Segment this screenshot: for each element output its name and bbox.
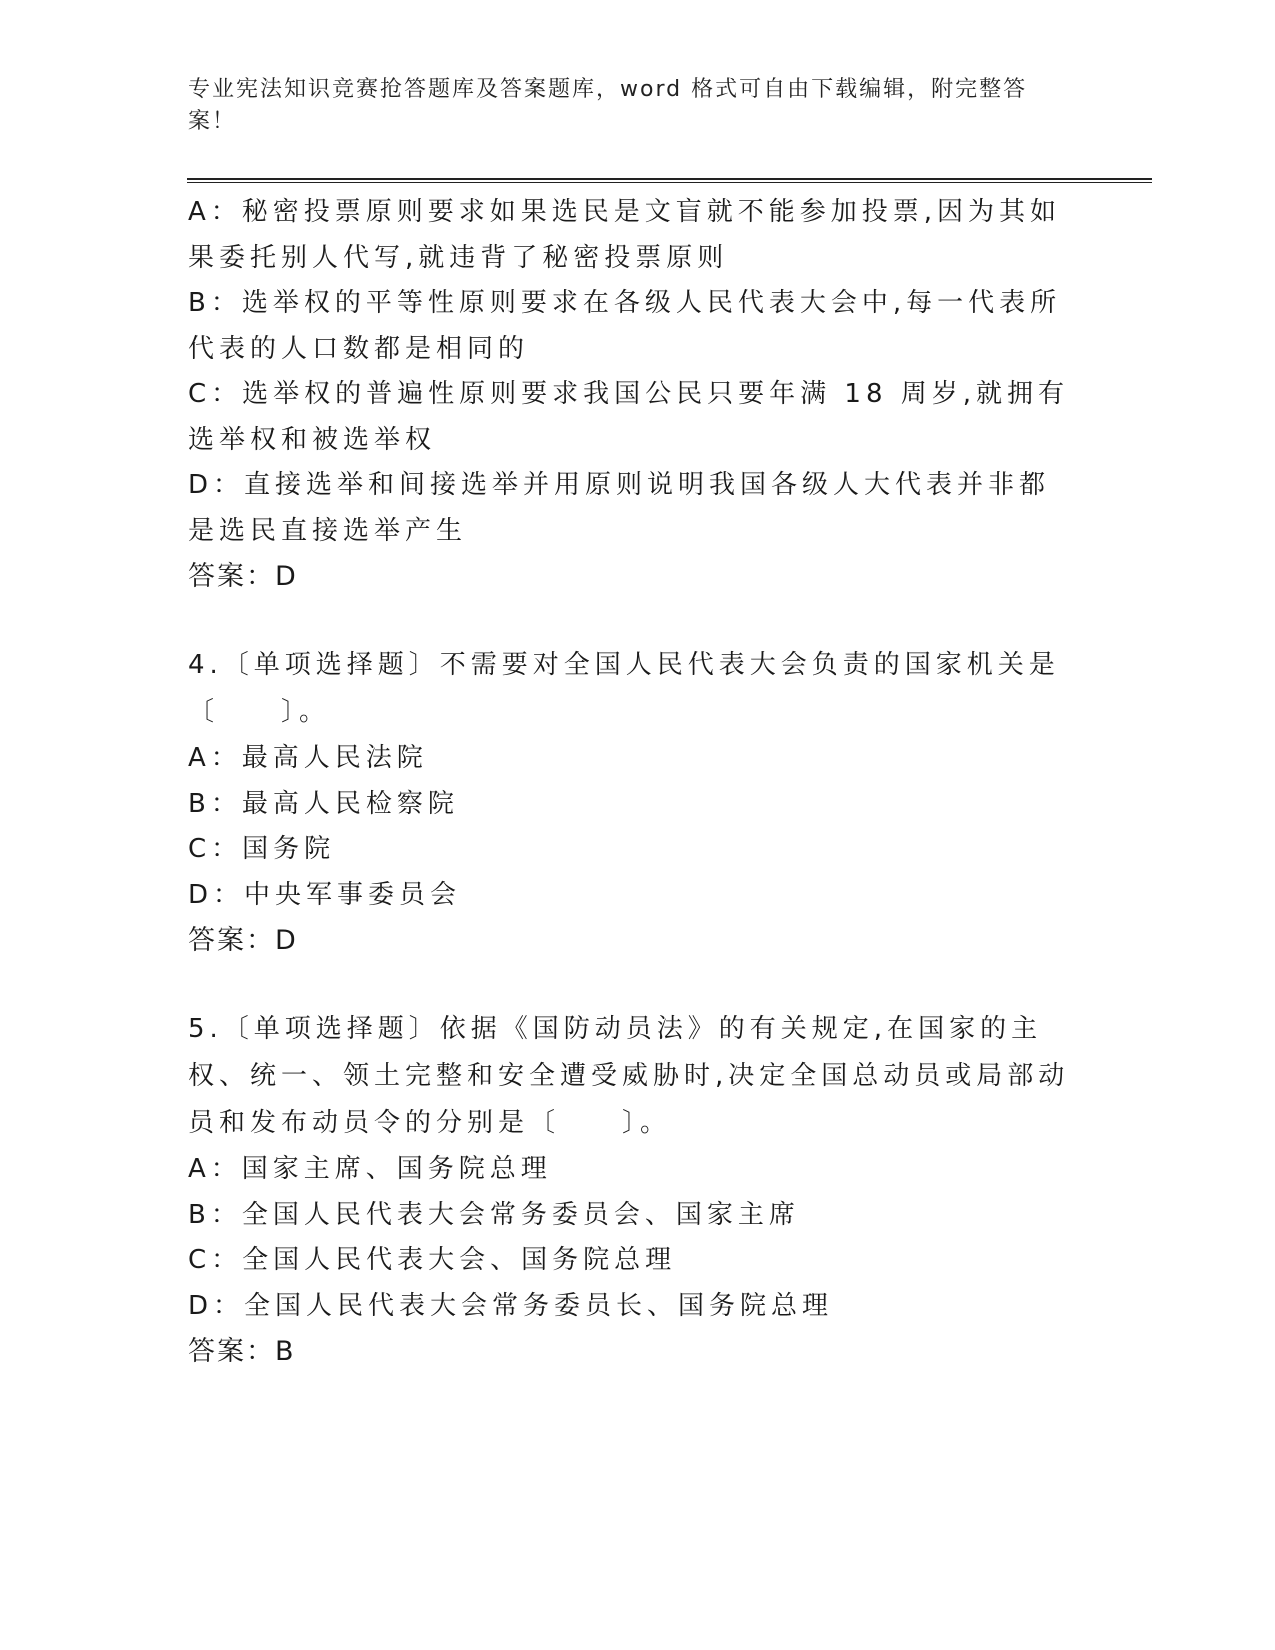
spacer [188, 963, 1078, 1006]
question-block-5 [188, 1006, 1078, 1374]
option-a: A：最高人民法院 [188, 743, 428, 773]
option-c: C：选举权的普遍性原则要求我国公民只要年满 18 周岁,就拥有选举权和被选举权 [188, 379, 1070, 455]
header-title: 专业宪法知识竞赛抢答题库及答案题库，word 格式可自由下载编辑，附完整答案！ [188, 77, 1028, 134]
option-a: A：秘密投票原则要求如果选民是文盲就不能参加投票,因为其如果委托别人代写,就违背了秘密投票原则 [188, 197, 1062, 273]
header-divider [187, 178, 1152, 183]
question-text: 4.〔单项选择题〕不需要对全国人民代表大会负责的国家机关是〔 〕。 [188, 650, 1060, 727]
option-c: C：全国人民代表大会、国务院总理 [188, 1245, 677, 1275]
option-d: D：全国人民代表大会常务委员长、国务院总理 [188, 1290, 834, 1321]
option-b: B：全国人民代表大会常务委员会、国家主席 [188, 1199, 800, 1230]
option-d: D：直接选举和间接选举并用原则说明我国各级人大代表并非都是选民直接选举产生 [188, 470, 1051, 546]
option-b: B：最高人民检察院 [188, 788, 459, 819]
question-text: 5.〔单项选择题〕依据《国防动员法》的有关规定,在国家的主权、统一、领土完整和安全遭受威胁时,决定全国总动员或局部动员和发布动员令的分别是〔 〕。 [188, 1014, 1070, 1138]
question-block-3 [188, 190, 1078, 599]
answer-text: 答案：D [188, 561, 298, 592]
spacer [188, 599, 1078, 642]
document-header [188, 74, 1068, 138]
option-d: D：中央军事委员会 [188, 879, 462, 910]
question-block-4 [188, 642, 1078, 963]
option-b: B：选举权的平等性原则要求在各级人民代表大会中,每一代表所代表的人口数都是相同的 [188, 288, 1062, 364]
question-content [188, 190, 1078, 1374]
answer-text: 答案：B [188, 1336, 296, 1367]
answer-text: 答案：D [188, 925, 298, 956]
option-c: C：国务院 [188, 834, 336, 864]
option-a: A：国家主席、国务院总理 [188, 1154, 552, 1184]
